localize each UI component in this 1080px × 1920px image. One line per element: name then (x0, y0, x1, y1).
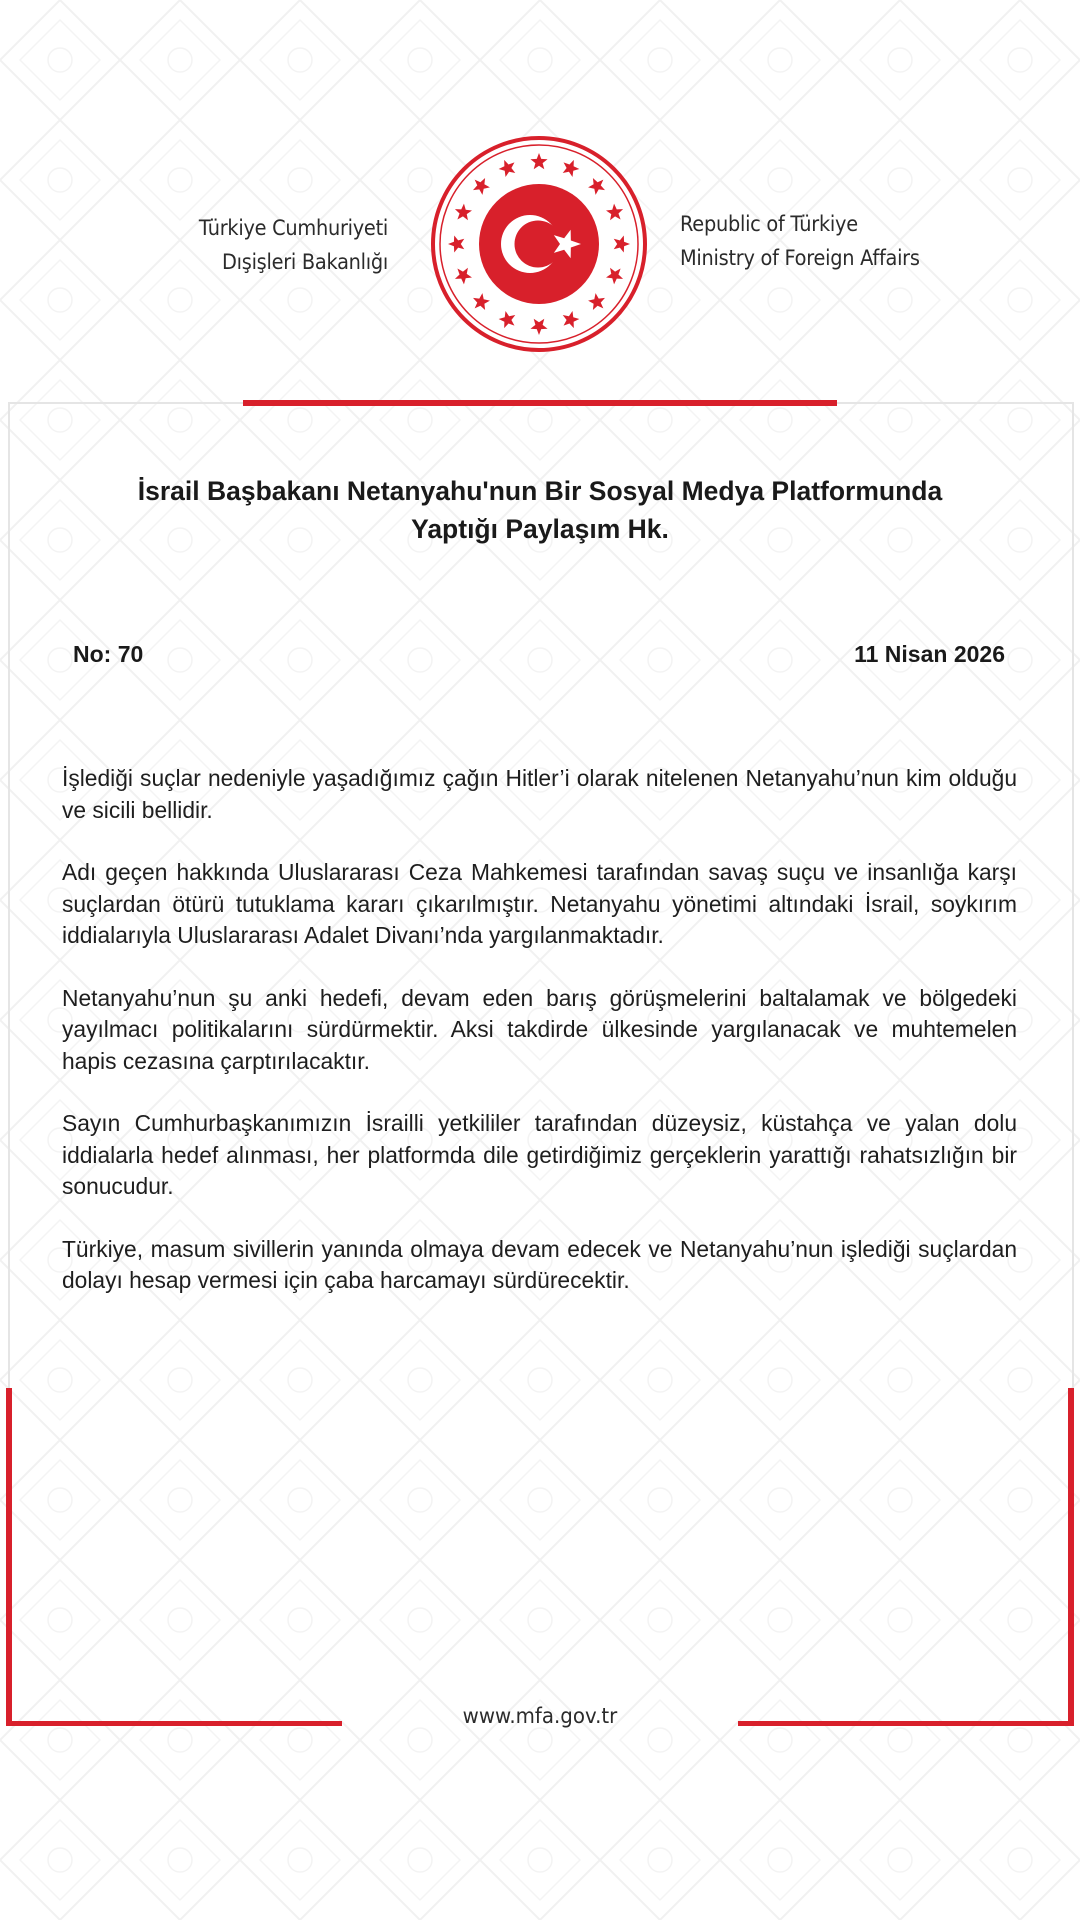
document-title (70, 472, 1010, 548)
document-date: 11 Nisan 2026 (854, 641, 1005, 667)
frame-red-bottom-right (738, 1721, 1074, 1726)
header-right-line2: Ministry of Foreign Affairs (680, 246, 920, 271)
title-line2: Yaptığı Paylaşım Hk. (411, 514, 669, 544)
paragraph-4: Sayın Cumhurbaşkanımızın İsrailli yetkililer tarafından düzeysiz, küstahça ve yalan dolu iddialarla hedef alınması, her platformda dile getirdiğimiz gerçeklerin yarattığı rahatsızlığın bir sonucudur. (62, 1110, 1017, 1199)
ministry-seal-icon (430, 135, 648, 353)
document-number: No: 70 (73, 641, 144, 667)
header-right-line1: Republic of Türkiye (680, 212, 858, 237)
header-left-line2: Dışişleri Bakanlığı (222, 250, 388, 275)
frame-red-right (1068, 1388, 1074, 1726)
header-ministry-en (680, 208, 932, 276)
title-line1: İsrail Başbakanı Netanyahu'nun Bir Sosyal Medya Platformunda (137, 476, 943, 506)
top-accent-line (243, 400, 837, 406)
header-ministry-tr (165, 212, 388, 280)
frame-red-left (6, 1388, 12, 1726)
document-body (62, 763, 1017, 1328)
paragraph-1: İşlediği suçlar nedeniyle yaşadığımız çağın Hitler’i olarak nitelenen Netanyahu’nun kim olduğu ve sicili bellidir. (62, 765, 1017, 823)
paragraph-3: Netanyahu’nun şu anki hedefi, devam eden barış görüşmelerini baltalamak ve bölgedeki yayılmacı politikalarını sürdürmektir. Aksi takdirde ülkesinde yargılanacak ve muhtemelen hapis cezasına çarptırılacaktır. (62, 984, 1017, 1074)
paragraph-5: Türkiye, masum sivillerin yanında olmaya devam edecek ve Netanyahu’nun işlediği suçlardan dolayı hesap vermesi için çaba harcamayı sürdürecektir. (62, 1235, 1017, 1293)
frame-red-bottom-left (6, 1721, 342, 1726)
header-left-line1: Türkiye Cumhuriyeti (198, 216, 388, 241)
footer-website-link[interactable]: www.mfa.gov.tr (462, 1704, 618, 1729)
paragraph-2: Adı geçen hakkında Uluslararası Ceza Mahkemesi tarafından savaş suçu ve insanlığa karşı suçlardan ötürü tutuklama kararı çıkarılmıştır. Netanyahu yönetimi altındaki İsrail, soykırım iddialarıyla Uluslararası Adalet Divanı’nda yargılanmaktadır. (62, 859, 1017, 948)
